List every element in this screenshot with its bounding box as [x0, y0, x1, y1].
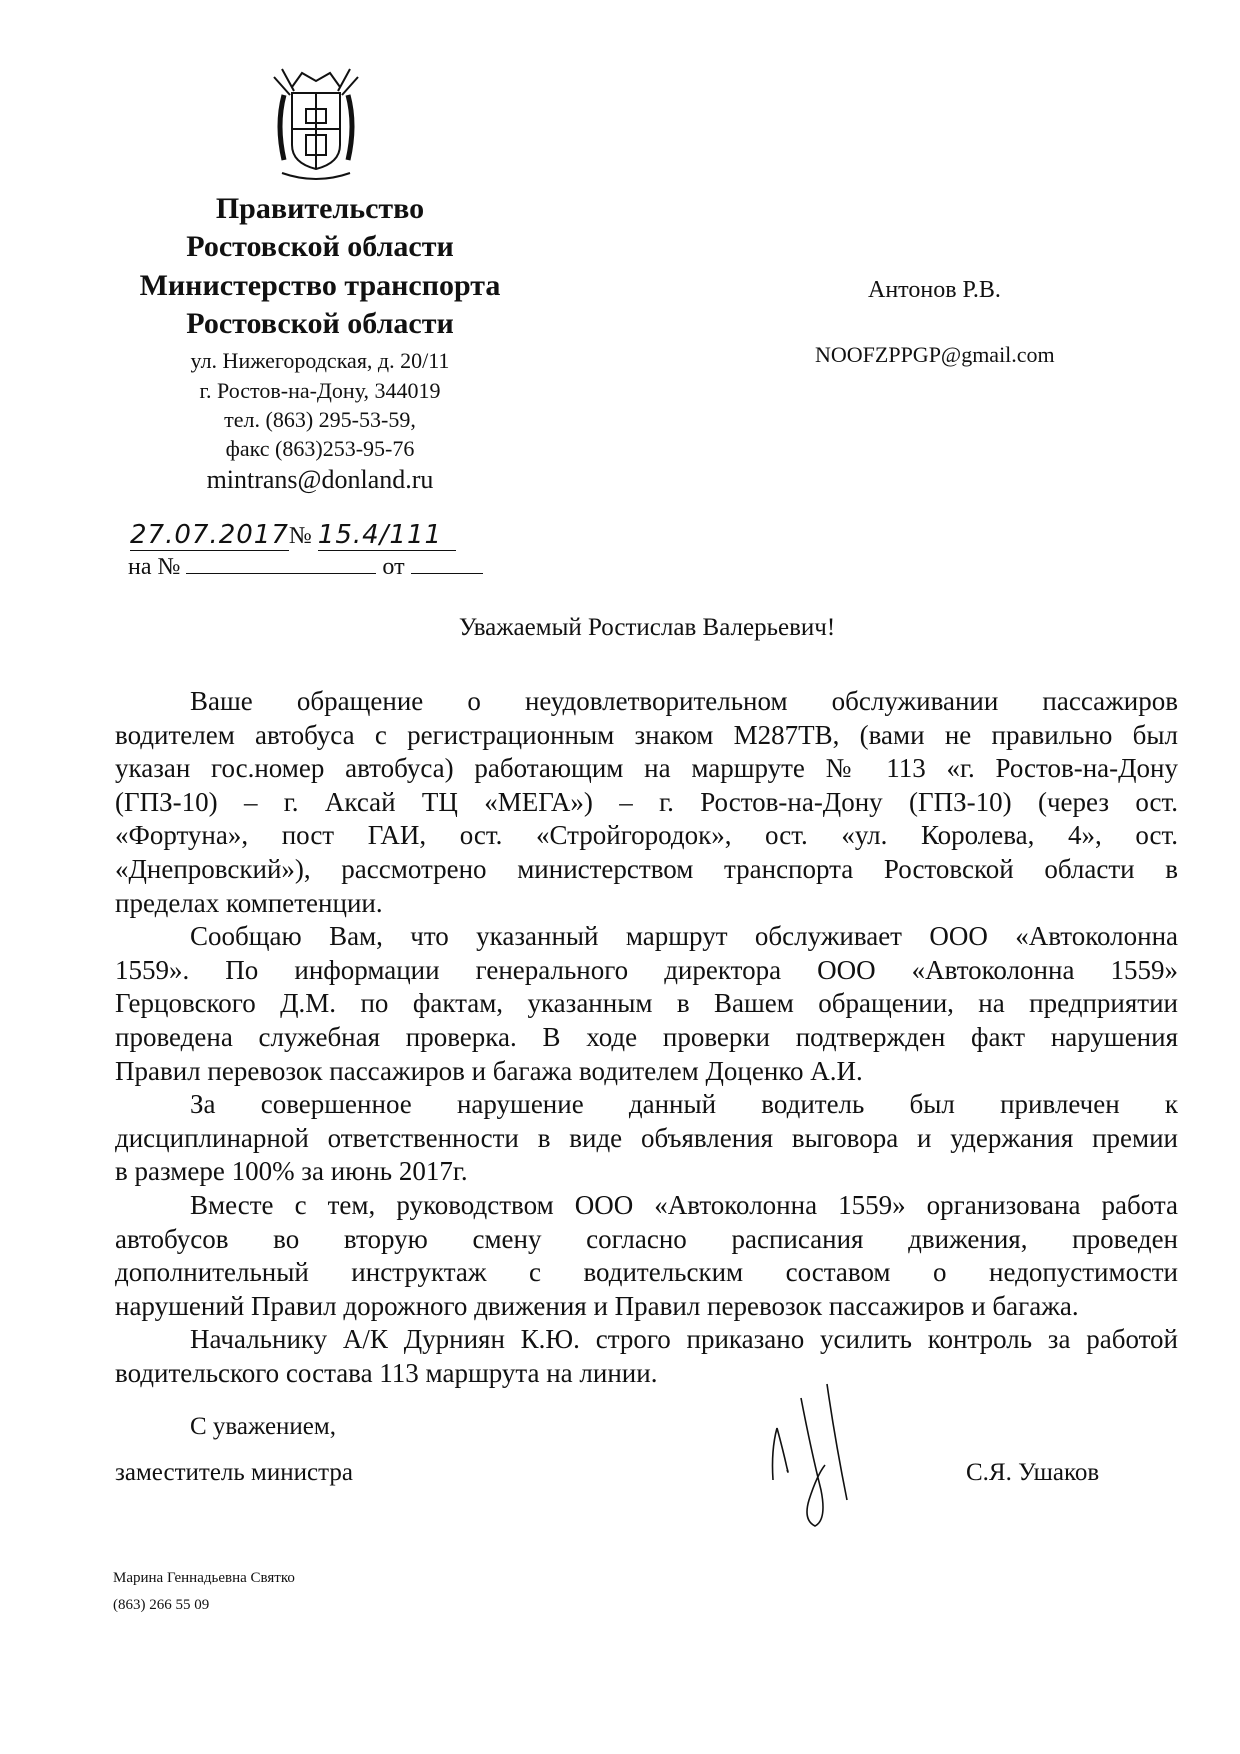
- body-line: «Фортуна», пост ГАИ, ост. «Стройгородок», ост. «ул. Королева, 4», ост.: [115, 820, 1178, 851]
- reference-line: [128, 553, 483, 581]
- body-line: водительского состава 113 маршрута на линии.: [115, 1358, 658, 1388]
- address-line: г. Ростов-на-Дону, 344019: [199, 378, 441, 403]
- body-line: нарушений Правил дорожного движения и Правил перевозок пассажиров и багажа.: [115, 1290, 1079, 1321]
- closing-regards: С уважением,: [190, 1413, 336, 1440]
- executor-name: Марина Геннадьевна Святко: [113, 1570, 295, 1586]
- body-line: дисциплинарной ответственности в виде объявления выговора и удержания премии: [115, 1122, 1178, 1153]
- org-name-line: Правительство: [215, 192, 425, 225]
- org-name-line: Министерство транспорта: [139, 269, 501, 302]
- number-sign: №: [288, 523, 312, 549]
- body-line: дополнительный инструктаж с водительским составом о недопустимости: [115, 1257, 1178, 1288]
- org-name-line: Ростовской области: [186, 307, 454, 340]
- outgoing-date: 27.07.2017: [130, 520, 289, 550]
- signer-name: С.Я. Ушаков: [966, 1459, 1100, 1486]
- body-line: в размере 100% за июнь 2017г.: [115, 1156, 468, 1187]
- org-email: mintrans@donland.ru: [206, 465, 434, 494]
- body-line: автобусов во вторую смену согласно расписания движения, проведен: [115, 1223, 1178, 1254]
- body-line: указан гос.номер автобуса) работающим на маршруте № 113 «г. Ростов-на-Дону: [115, 753, 1178, 784]
- body-line: проведена служебная проверка. В ходе проверки подтвержден факт нарушения: [115, 1022, 1178, 1052]
- body-line: 1559». По информации генерального директора ООО «Автоколонна 1559»: [115, 954, 1178, 985]
- coat-of-arms-emblem: [262, 65, 370, 185]
- body-line: Герцовского Д.М. по фактам, указанным в Вашем обращении, на предприятии: [115, 988, 1178, 1019]
- body-line: водителем автобуса с регистрационным знаком М287ТВ, (вами не правильно был: [115, 719, 1178, 750]
- body-line: Начальнику А/К Дурниян К.Ю. строго приказано усилить контроль за работой: [190, 1324, 1178, 1355]
- handwritten-signature: [765, 1380, 875, 1535]
- body-line: Сообщаю Вам, что указанный маршрут обслуживает ООО «Автоколонна: [190, 921, 1178, 952]
- address-line: факс (863)253-95-76: [225, 436, 415, 461]
- greeting: Уважаемый Ростислав Валерьевич!: [458, 614, 836, 641]
- body-line: За совершенное нарушение данный водитель был привлечен к: [190, 1089, 1178, 1120]
- body-line: Ваше обращение о неудовлетворительном обслуживании пассажиров: [190, 686, 1178, 716]
- address-line: ул. Нижегородская, д. 20/11: [190, 348, 450, 373]
- recipient-name: Антонов Р.В.: [868, 277, 1001, 303]
- outgoing-number: 15.4/111: [318, 520, 456, 551]
- body-line: Вместе с тем, руководством ООО «Автоколонна 1559» организована работа: [190, 1190, 1178, 1220]
- signer-position: заместитель министра: [115, 1459, 353, 1486]
- org-name-line: Ростовской области: [186, 230, 454, 263]
- body-line: (ГПЗ-10) – г. Аксай ТЦ «МЕГА») – г. Ростов-на-Дону (ГПЗ-10) (через ост.: [115, 786, 1178, 817]
- address-line: тел. (863) 295-53-59,: [224, 407, 416, 432]
- registration-line: [130, 520, 456, 551]
- ref-number-blank: [186, 553, 376, 574]
- ref-from: от: [382, 554, 405, 580]
- executor-phone: (863) 266 55 09: [113, 1597, 210, 1613]
- ref-prefix: на №: [128, 554, 181, 580]
- ref-date-blank: [411, 553, 483, 574]
- recipient-email: NOOFZPPGP@gmail.com: [815, 342, 1055, 367]
- body-line: пределах компетенции.: [115, 887, 383, 918]
- body-line: Правил перевозок пассажиров и багажа водителем Доценко А.И.: [115, 1055, 863, 1086]
- body-line: «Днепровский»), рассмотрено министерством транспорта Ростовской области в: [115, 854, 1178, 884]
